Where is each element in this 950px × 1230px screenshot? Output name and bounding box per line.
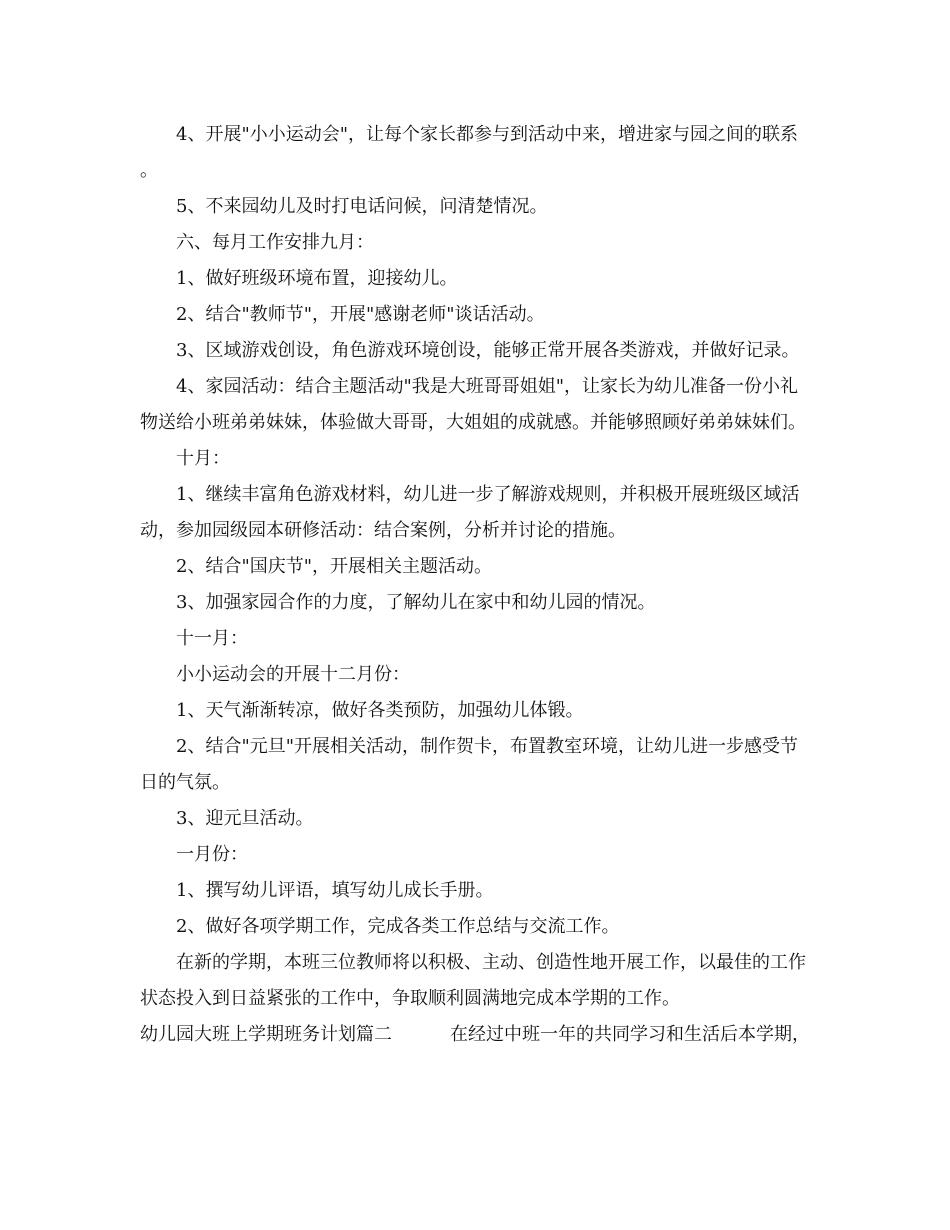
paragraph-4: 1、做好班级环境布置，迎接幼儿。 bbox=[176, 268, 458, 289]
paragraph-9: 1、继续丰富角色游戏材料，幼儿进一步了解游戏规则，并积极开展班级区域活动，参加园级园本研修活动：结合案例，分析并讨论的措施。 bbox=[140, 484, 800, 541]
paragraph-18: 1、撰写幼儿评语，填写幼儿成长手册。 bbox=[176, 880, 494, 901]
paragraph-13: 小小运动会的开展十二月份： bbox=[176, 664, 410, 685]
paragraph-6: 3、区域游戏创设，角色游戏环境创设，能够正常开展各类游戏，并做好记录。 bbox=[176, 340, 800, 361]
paragraph-15: 2、结合"元旦"开展相关活动，制作贺卡，布置教室环境，让幼儿进一步感受节日的气氛。 bbox=[140, 736, 799, 793]
paragraph-8: 十月： bbox=[176, 448, 230, 469]
section-intro-text: 在经过中班一年的共同学习和生活后本学期， bbox=[450, 1024, 810, 1045]
paragraph-12: 十一月： bbox=[176, 628, 248, 649]
document-body bbox=[140, 117, 810, 1053]
paragraph-7: 4、家园活动：结合主题活动"我是大班哥哥姐姐"，让家长为幼儿准备一份小礼物送给小班弟弟妹妹，体验做大哥哥，大姐姐的成就感。并能够照顾好弟弟妹妹们。 bbox=[140, 376, 806, 433]
paragraph-10: 2、结合"国庆节"，开展相关主题活动。 bbox=[176, 556, 493, 577]
paragraph-2: 5、不来园幼儿及时打电话问候，问清楚情况。 bbox=[176, 196, 548, 217]
paragraph-14: 1、天气渐渐转凉，做好各类预防，加强幼儿体锻。 bbox=[176, 700, 584, 721]
section-title: 幼儿园大班上学期班务计划篇二 bbox=[140, 1024, 392, 1045]
paragraph-16: 3、迎元旦活动。 bbox=[176, 808, 314, 829]
paragraph-11: 3、加强家园合作的力度，了解幼儿在家中和幼儿园的情况。 bbox=[176, 592, 656, 613]
section-heading-line bbox=[140, 1017, 810, 1053]
paragraph-17: 一月份： bbox=[176, 844, 248, 865]
paragraph-1: 4、开展"小小运动会"，让每个家长都参与到活动中来，增进家与园之间的联系。 bbox=[140, 124, 799, 181]
paragraph-5: 2、结合"教师节"，开展"感谢老师"谈话活动。 bbox=[176, 304, 545, 325]
paragraph-19: 2、做好各项学期工作，完成各类工作总结与交流工作。 bbox=[176, 916, 620, 937]
paragraph-20: 在新的学期，本班三位教师将以积极、主动、创造性地开展工作，以最佳的工作状态投入到日益紧张的工作中，争取顺利圆满地完成本学期的工作。 bbox=[140, 952, 806, 1009]
paragraph-3: 六、每月工作安排九月： bbox=[176, 232, 374, 253]
